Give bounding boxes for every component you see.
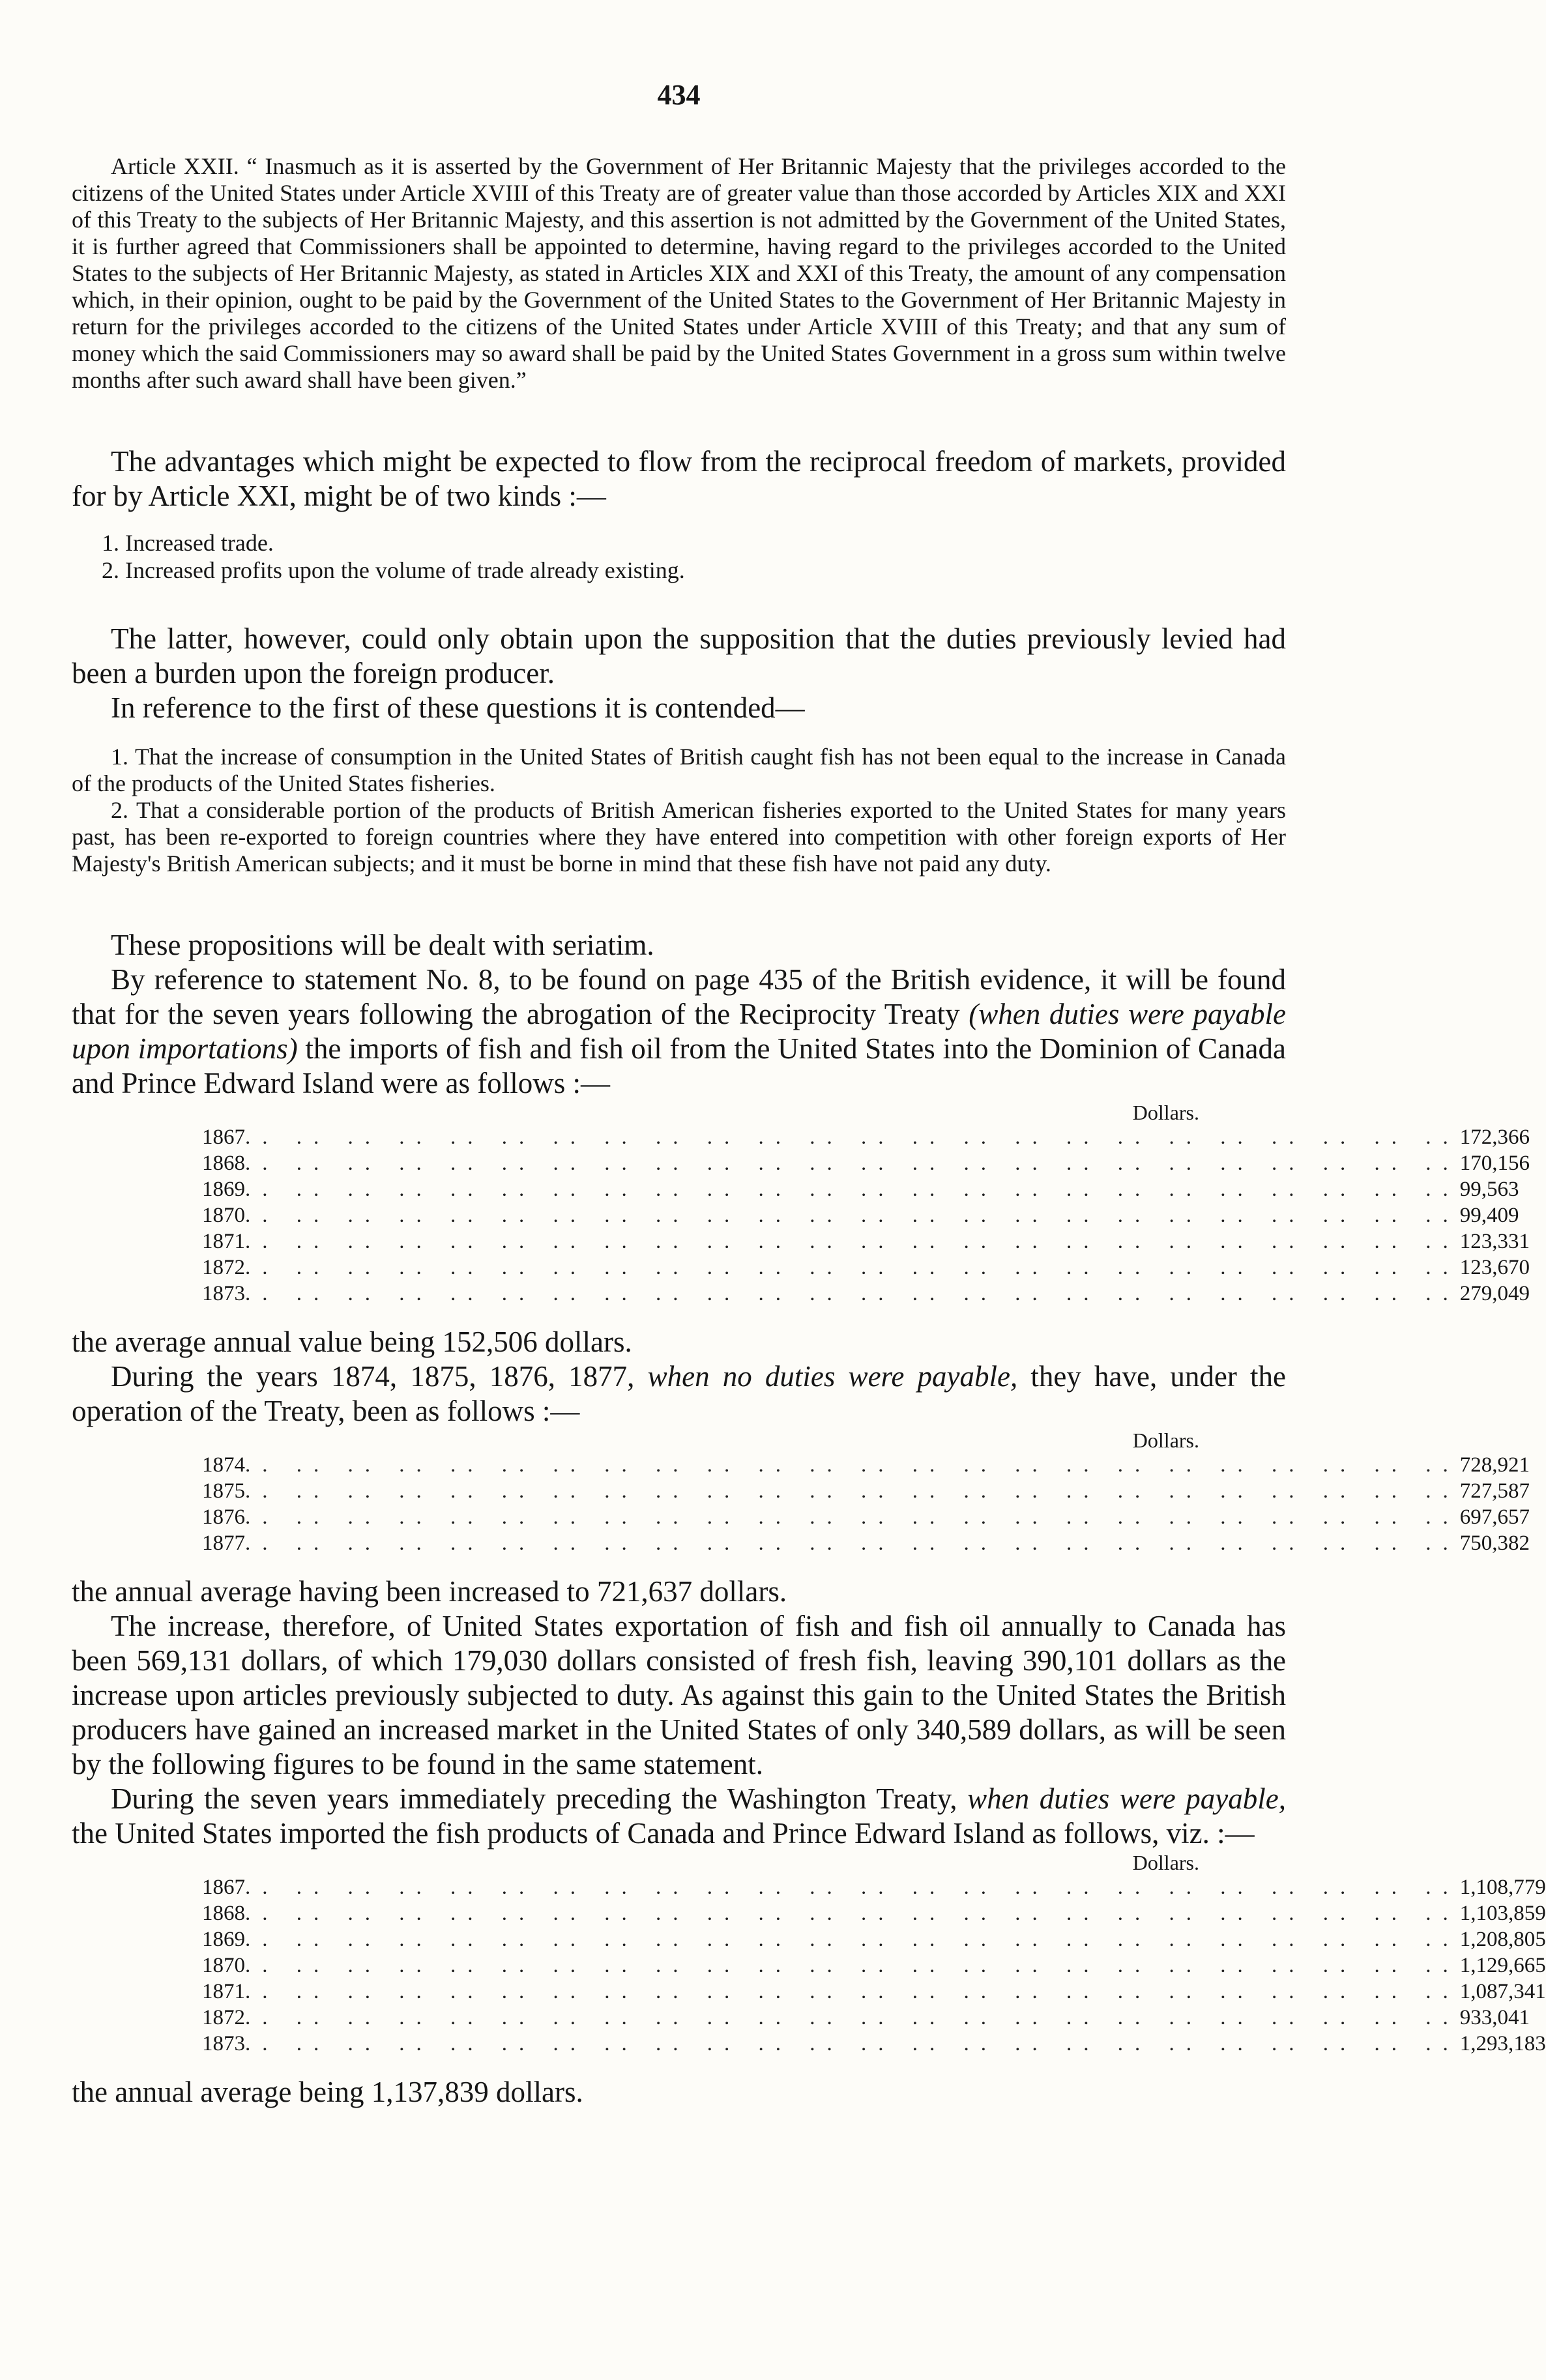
year: 1873 [202,1282,245,1305]
leader-dots: .. .. .. .. .. .. .. .. .. .. .. .. .. .. .. .. .. .. .. .. .. .. .. .. [245,1902,1460,1925]
table-row [202,2005,1530,2031]
table-row [202,2031,1546,2057]
list-item: 1. Increased trade. [102,530,274,556]
table-row [202,1952,1546,1979]
table-row [202,1176,1519,1202]
table-row [202,1979,1546,2005]
year: 1868 [202,1902,245,1925]
reference-paragraph: In reference to the first of these questions it is contended— [111,691,805,724]
exports-table-1867-1873 [202,1851,1546,2057]
year: 1869 [202,1928,245,1951]
preceding-text: During the seven years immediately preceding the Washington Treaty, [111,1782,968,1815]
table-row [202,1124,1530,1150]
table-row [202,1202,1519,1228]
value: 1,129,665 [1459,1954,1546,1977]
year: 1869 [202,1178,245,1201]
leader-dots: .. .. .. .. .. .. .. .. .. .. .. .. .. .. .. .. .. .. .. .. .. .. .. .. [245,1954,1460,1977]
latter-paragraph: The latter, however, could only obtain upon the supposition that the duties previously levied had been a burden upon the foreign producer. [72,622,1286,689]
average-3: the annual average being 1,137,839 dollars. [72,2076,583,2108]
advantages-paragraph: The advantages which might be expected to flow from the reciprocal freedom of markets, provided for by Article XXI, might be of two kinds :— [72,445,1286,512]
leader-dots: .. .. .. .. .. .. .. .. .. .. .. .. .. .. .. .. .. .. .. .. .. .. .. .. [245,1453,1460,1477]
leader-dots: .. .. .. .. .. .. .. .. .. .. .. .. .. .. .. .. .. .. .. .. .. .. .. .. [245,2032,1460,2055]
table-row [202,1478,1530,1504]
leader-dots: .. .. .. .. .. .. .. .. .. .. .. .. .. .. .. .. .. .. .. .. .. .. .. .. [245,1125,1460,1149]
value: 170,156 [1459,1152,1530,1175]
leader-dots: .. .. .. .. .. .. .. .. .. .. .. .. .. .. .. .. .. .. .. .. .. .. .. .. [245,1282,1460,1305]
year: 1871 [202,1980,245,2003]
contention-1: 1. That the increase of consumption in the United States of British caught fish has not been equal to the increase in Canada of the products of the United States fisheries. [72,744,1286,796]
statement-text-end: the imports of fish and fish oil from the United States into the Dominion of Canada and Prince Edward Island were as follows :— [72,1032,1286,1099]
value: 1,108,779 [1459,1876,1546,1899]
year: 1877 [202,1531,245,1555]
leader-dots: .. .. .. .. .. .. .. .. .. .. .. .. .. .. .. .. .. .. .. .. .. .. .. .. [245,1876,1460,1899]
value: 99,563 [1459,1178,1519,1201]
during-paragraph [72,1359,1286,1429]
year: 1871 [202,1230,245,1253]
year: 1867 [202,1876,245,1899]
year: 1868 [202,1152,245,1175]
value: 123,331 [1459,1230,1530,1253]
value: 1,103,859 [1459,1902,1546,1925]
value: 750,382 [1459,1531,1530,1555]
leader-dots: .. .. .. .. .. .. .. .. .. .. .. .. .. .. .. .. .. .. .. .. .. .. .. .. [245,1928,1460,1951]
during-text-end: they have, under the operation of the Treaty, been as follows :— [72,1360,1287,1427]
leader-dots: .. .. .. .. .. .. .. .. .. .. .. .. .. .. .. .. .. .. .. .. .. .. .. .. [245,1230,1460,1253]
leader-dots: .. .. .. .. .. .. .. .. .. .. .. .. .. .. .. .. .. .. .. .. .. .. .. .. [245,1479,1460,1503]
during-text: During the years 1874, 1875, 1876, 1877, [111,1360,648,1393]
year: 1874 [202,1453,245,1477]
unit-label: Dollars. [1132,1851,1199,1874]
contention-2: 2. That a considerable portion of the products of British American fisheries exported to the United States for many years past, has been re-exported to foreign countries where they have entered into competition with other foreign exports of Her Majesty's British American subjects; and it must be borne in mind that these fish have not paid any duty. [72,797,1286,877]
value: 727,587 [1459,1479,1530,1503]
leader-dots: .. .. .. .. .. .. .. .. .. .. .. .. .. .. .. .. .. .. .. .. .. .. .. .. [245,1204,1460,1227]
preceding-emphasis: when duties were payable, [967,1782,1286,1815]
year: 1875 [202,1479,245,1503]
imports-table-1867-1873 [202,1101,1530,1307]
value: 933,041 [1459,2006,1530,2029]
leader-dots: .. .. .. .. .. .. .. .. .. .. .. .. .. .. .. .. .. .. .. .. .. .. .. .. [245,1531,1460,1555]
table-row [202,1228,1530,1255]
leader-dots: .. .. .. .. .. .. .. .. .. .. .. .. .. .. .. .. .. .. .. .. .. .. .. .. [245,1505,1460,1529]
increase-paragraph: The increase, therefore, of United States exportation of fish and fish oil annually to Canada has been 569,131 dollars, of which 179,030 dollars consisted of fresh fish, leaving 390,101 dollars as the increase upon articles previously subjected to duty. As against this gain to the United States the British producers have gained an increased market in the United States of only 340,589 dollars, as will be seen by the following figures to be found in the same statement. [72,1610,1286,1780]
unit-label: Dollars. [1132,1101,1199,1124]
leader-dots: .. .. .. .. .. .. .. .. .. .. .. .. .. .. .. .. .. .. .. .. .. .. .. .. [245,1980,1460,2003]
year: 1870 [202,1204,245,1227]
value: 123,670 [1459,1256,1530,1279]
value: 172,366 [1459,1125,1530,1149]
year: 1870 [202,1954,245,1977]
value: 1,087,341 [1459,1980,1546,2003]
table-row [202,1504,1530,1530]
list-item: 2. Increased profits upon the volume of trade already existing. [102,557,685,583]
table-row [202,1530,1530,1556]
average-2: the annual average having been increased to 721,637 dollars. [72,1575,787,1608]
table-row [202,1874,1546,1900]
table-row [202,1926,1546,1952]
statement-emphasis: (when duties were payable upon importations) [72,998,1286,1065]
leader-dots: .. .. .. .. .. .. .. .. .. .. .. .. .. .. .. .. .. .. .. .. .. .. .. .. [245,1152,1460,1175]
year: 1872 [202,2006,245,2029]
table-row [202,1900,1546,1926]
statement-text: By reference to statement No. 8, to be found on page 435 of the British evidence, it will be found that for the seven years following the abrogation of the Reciprocity Treaty [72,963,1286,1030]
table-row [202,1150,1530,1176]
leader-dots: .. .. .. .. .. .. .. .. .. .. .. .. .. .. .. .. .. .. .. .. .. .. .. .. [245,2006,1460,2029]
table-row [202,1452,1530,1478]
table-row [202,1281,1530,1307]
value: 279,049 [1459,1282,1530,1305]
year: 1876 [202,1505,245,1529]
preceding-paragraph [72,1782,1286,1851]
year: 1873 [202,2032,245,2055]
value: 1,208,805 [1459,1928,1546,1951]
average-1: the average annual value being 152,506 dollars. [72,1326,632,1358]
value: 697,657 [1459,1505,1530,1529]
value: 1,293,183 [1459,2032,1546,2055]
year: 1867 [202,1125,245,1149]
kinds-list [72,529,1286,584]
leader-dots: .. .. .. .. .. .. .. .. .. .. .. .. .. .. .. .. .. .. .. .. .. .. .. .. [245,1178,1460,1201]
year: 1872 [202,1256,245,1279]
preceding-text-end: the United States imported the fish products of Canada and Prince Edward Island as follows, viz. :— [72,1817,1255,1850]
statement-paragraph [72,963,1286,1101]
value: 728,921 [1459,1453,1530,1477]
page-number: 434 [657,79,701,111]
value: 99,409 [1459,1204,1519,1227]
article-xxii-quote: Article XXII. “ Inasmuch as it is asserted by the Government of Her Britannic Majesty that the privileges accorded to the citizens of the United States under Article XVIII of this Treaty are of greater value than those accorded by Articles XIX and XXI of this Treaty to the subjects of Her Britannic Majesty, and this assertion is not admitted by the Government of the United States, it is further agreed that Commissioners shall be appointed to determine, having regard to the privileges accorded to the United States to the subjects of Her Britannic Majesty, as stated in Articles XIX and XXI of this Treaty, the amount of any compensation which, in their opinion, ought to be paid by the Government of the United States to the Government of Her Britannic Majesty in return for the privileges accorded to the citizens of the United States under Article XVIII of this Treaty; and that any sum of money which the said Commissioners may so award shall be paid by the United States Government in a gross sum within twelve months after such award shall have been given.” [72,153,1286,393]
during-emphasis: when no duties were payable, [647,1360,1018,1393]
unit-label: Dollars. [1132,1429,1199,1452]
seriatim-paragraph: These propositions will be dealt with seriatim. [111,929,654,961]
imports-table-1874-1877 [202,1429,1530,1556]
table-row [202,1255,1530,1281]
leader-dots: .. .. .. .. .. .. .. .. .. .. .. .. .. .. .. .. .. .. .. .. .. .. .. .. [245,1256,1460,1279]
